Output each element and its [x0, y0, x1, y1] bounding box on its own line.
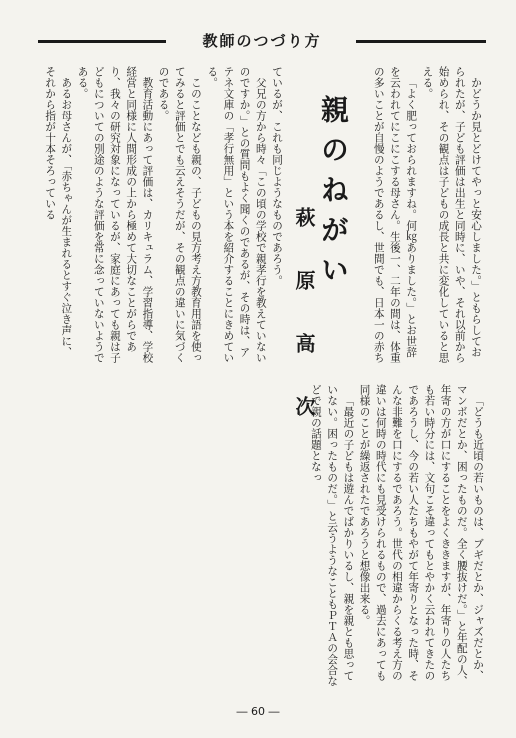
section-title: 教師のつづり方 — [202, 32, 322, 50]
body-upper-right — [372, 66, 484, 368]
paragraph: あるお母さんが、「赤ちゃんが生まれるとすぐ泣き声に、それから指が十本そろっている — [44, 66, 73, 358]
paragraph: 「最近の子どもは遊んでばかりいるし、親を親とも思っていない。困ったものだ。」と云うようなこともＰＴＡの会合などで親の話題となっ — [309, 384, 355, 687]
body-upper-left — [40, 66, 285, 368]
header-rule-right — [356, 40, 486, 43]
section-header — [38, 32, 486, 50]
page-number: ― 60 ― — [236, 705, 280, 718]
paragraph: 「よく肥っておられますね。何㎏ありました。」とお世辞を云われてにこにこする母さん。生後一、二年の間は、体重の多いことが自慢のようであるし、世間でも、日本一の赤ち — [372, 66, 418, 363]
article-author: 萩 原 高 次 — [292, 207, 316, 434]
article-title: 親のねがい — [317, 95, 350, 295]
paragraph: 父兄の方から時々「この頃の学校で親孝行を教えていないのですか。」との質問もよく聞くのであるが、その時は、アテネ文庫の「孝行無用」という本を紹介することにきめている。 — [206, 66, 267, 363]
paragraph: ているが、これも同じようなものであろう。 — [271, 66, 283, 286]
paragraph: 教育活動にあって評価は、カリキュラム、学習指導、学校経営と同様に人間形成の上から極めて大切なことがらであり、我々の研究対象になっているが、家庭にあっても親は子どもについての別途のような評価を常に念っていないようである。 — [76, 66, 154, 363]
body-lower — [40, 384, 486, 690]
paragraph: 「どうも近頃の若いものは、ブギだとか、ジャズだとか、マンボだとか、困ったものだ。全く腰抜けだ。」と年配の人、年寄の方が口にすることをよくききますが、年寄りの人たちも若い時分には、文句こそ違ってもとやかく云われてきたのであろうし、今の若い人たちもやがて年寄りとなった時、そんな非難を口にするであろう。世代の相違からくる考え方の違いは何時の時代にも見受けられるもので、過去にあっても同様のことが繰返されたであろうと想像出来る。 — [358, 384, 484, 687]
header-rule-left — [38, 40, 166, 43]
paragraph: このことなども親の、子どもの見方考え方教育用語を使ってみると評価とでも云えそうだが、その観点の違いに気づくのである。 — [157, 66, 202, 363]
paragraph: かどうか見とどけてやっと安心しました。」ともらしておられたが、子ども評価は出生と同時に、いや、それ以前から始められ、その観点は子どもの成長と共に変化していると思える。 — [421, 66, 482, 363]
